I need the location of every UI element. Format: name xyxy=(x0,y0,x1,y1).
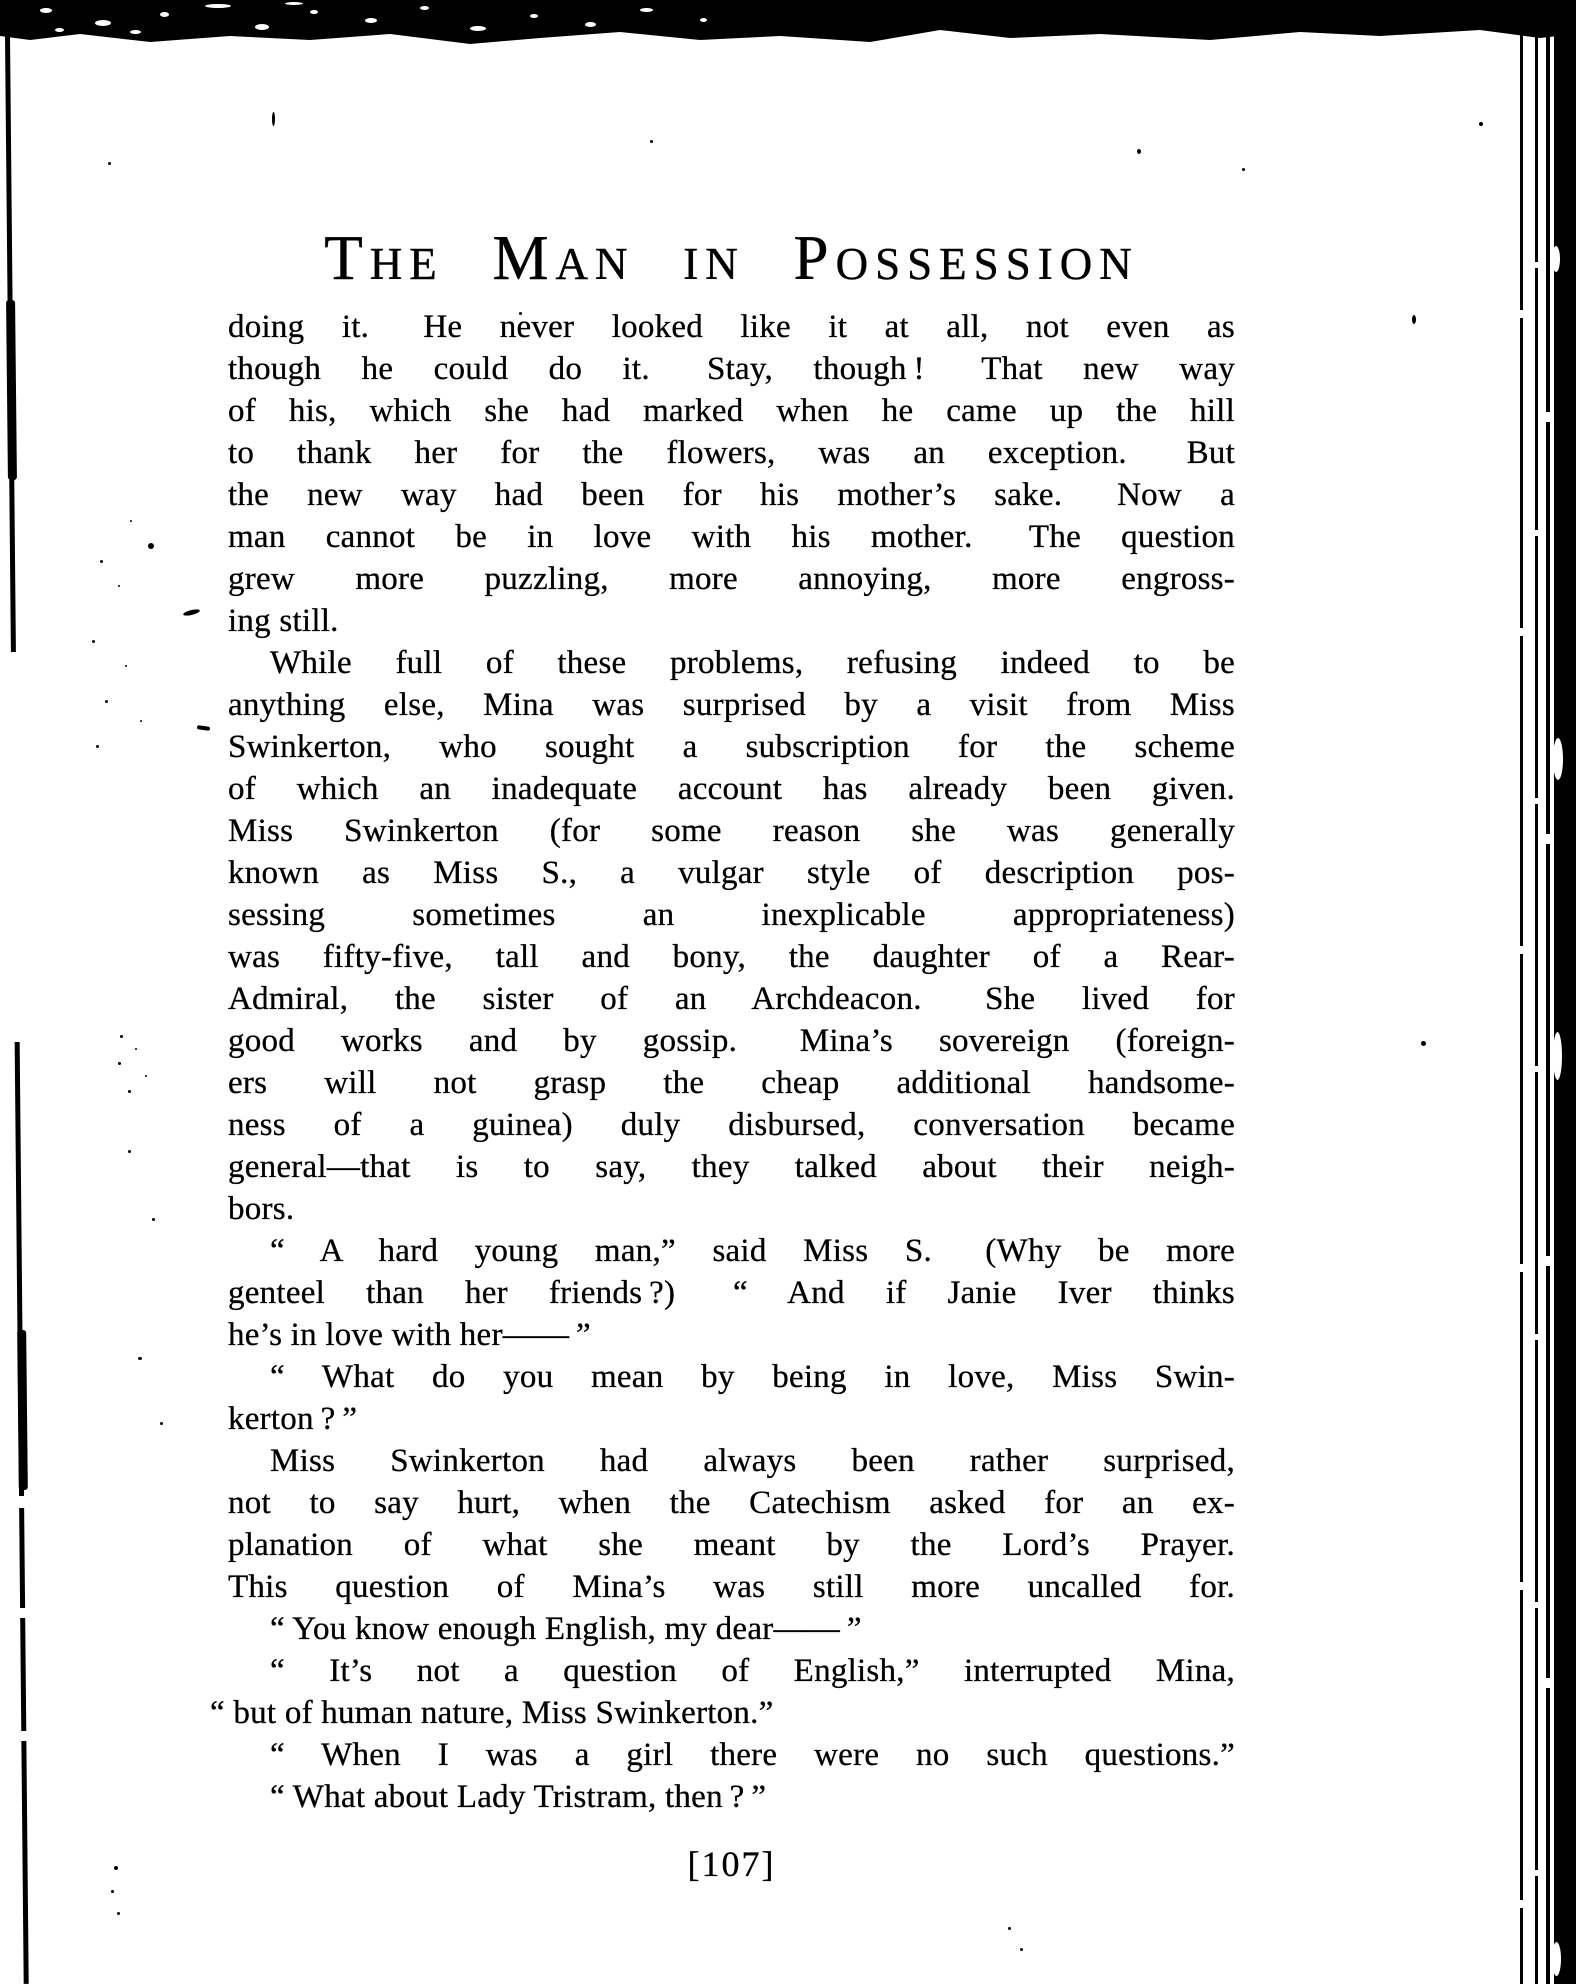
scan-speck xyxy=(111,1890,114,1893)
scan-noise-speck xyxy=(700,18,707,22)
scan-speck xyxy=(125,665,127,667)
scan-speck xyxy=(114,1866,118,1870)
text-line: sessing sometimes an inexplicable appropriateness) xyxy=(228,897,1235,933)
scan-speck xyxy=(100,560,103,563)
scan-speck xyxy=(118,585,120,587)
text-line: “ What about Lady Tristram, then ? ” xyxy=(270,1779,767,1815)
body-text xyxy=(210,306,1235,1818)
running-head: THE MAN IN POSSESSION xyxy=(324,223,1139,293)
scan-gap xyxy=(0,1608,38,1618)
text-line: was fifty-five, tall and bony, the daughter of a Rear- xyxy=(228,939,1235,975)
scan-noise-speck xyxy=(310,10,318,14)
scan-right-line-artifact xyxy=(1520,0,1523,1984)
scan-speck xyxy=(145,1075,147,1077)
scan-left-edge-blob-artifact xyxy=(6,300,17,480)
scan-speck xyxy=(128,1150,131,1153)
text-line: grew more puzzling, more annoying, more engross- xyxy=(228,561,1235,597)
text-line: genteel than her friends ?) “ And if Janie Iver thinks xyxy=(228,1275,1235,1311)
text-line: of his, which she had marked when he came up the hill xyxy=(228,393,1235,429)
text-line: Swinkerton, who sought a subscription for the scheme xyxy=(228,729,1235,765)
scan-speck xyxy=(1412,315,1416,324)
scan-band-notch xyxy=(1553,738,1563,780)
scan-speck xyxy=(118,1062,121,1065)
scan-noise-speck xyxy=(205,4,231,8)
scan-speck xyxy=(1020,1948,1023,1951)
scan-left-edge-blob-artifact xyxy=(17,1330,28,1490)
scan-speck xyxy=(1479,122,1483,126)
scan-noise-speck xyxy=(255,24,269,30)
scan-right-line-artifact xyxy=(1535,0,1538,1984)
text-line: “ A hard young man,” said Miss S. (Why be more xyxy=(270,1233,1235,1269)
scan-noise-speck xyxy=(420,6,429,10)
text-line: good works and by gossip. Mina’s sovereign (foreign- xyxy=(228,1023,1235,1059)
text-line: ers will not grasp the cheap additional handsome- xyxy=(228,1065,1235,1101)
text-line: “ When I was a girl there were no such questions.” xyxy=(270,1737,1235,1773)
scan-band-notch xyxy=(1552,1942,1561,1976)
text-line: “ but of human nature, Miss Swinkerton.” xyxy=(210,1695,774,1731)
text-line: ing still. xyxy=(228,603,339,639)
scan-noise-speck xyxy=(160,12,169,17)
scan-right-line-artifact xyxy=(1546,0,1550,1984)
scan-noise-speck xyxy=(470,26,486,31)
scan-gap xyxy=(0,1496,38,1508)
text-line: ness of a guinea) duly disbursed, conversation became xyxy=(228,1107,1235,1143)
scan-right-band-artifact xyxy=(1554,0,1576,1984)
scan-noise-speck xyxy=(585,22,596,27)
scan-noise-speck xyxy=(40,8,52,13)
text-line: planation of what she meant by the Lord’s Prayer. xyxy=(228,1527,1235,1563)
text-line: “ It’s not a question of English,” interrupted Mina, xyxy=(270,1653,1235,1689)
scan-noise-speck xyxy=(640,8,653,12)
scan-noise-speck xyxy=(285,2,303,5)
text-line: bors. xyxy=(228,1191,295,1227)
text-line: Miss Swinkerton (for some reason she was generally xyxy=(228,813,1235,849)
text-line: the new way had been for his mother’s sake. Now a xyxy=(228,477,1235,513)
scan-speck xyxy=(148,543,154,549)
scan-speck xyxy=(1421,1041,1426,1046)
text-line: man cannot be in love with his mother. The question xyxy=(228,519,1235,555)
text-line: This question of Mina’s was still more uncalled for. xyxy=(228,1569,1235,1605)
scan-speck xyxy=(1008,1927,1011,1930)
text-line: Miss Swinkerton had always been rather surprised, xyxy=(270,1443,1235,1479)
scan-speck xyxy=(92,640,95,643)
text-line: “ What do you mean by being in love, Miss Swin- xyxy=(270,1359,1235,1395)
text-line: though he could do it. Stay, though ! That new way xyxy=(228,351,1235,387)
text-line: “ You know enough English, my dear—— ” xyxy=(270,1611,862,1647)
text-line: doing it. He never looked like it at all, not even as xyxy=(228,309,1235,345)
scan-speck xyxy=(160,1422,163,1425)
text-line: kerton ? ” xyxy=(228,1401,358,1437)
scan-speck-tilde xyxy=(183,608,201,617)
scan-speck xyxy=(108,162,111,165)
scan-speck xyxy=(96,745,99,748)
scan-speck xyxy=(1242,168,1245,171)
scan-speck xyxy=(1137,149,1141,154)
text-line: anything else, Mina was surprised by a visit from Miss xyxy=(228,687,1235,723)
scan-noise-speck xyxy=(130,30,141,34)
scan-speck xyxy=(120,1035,123,1038)
scan-noise-speck xyxy=(530,14,538,18)
scan-speck xyxy=(152,1218,155,1221)
scan-band-notch xyxy=(1552,246,1560,272)
scan-speck xyxy=(138,1357,142,1360)
scan-speck xyxy=(135,1048,137,1050)
page-number: [107] xyxy=(687,1844,776,1884)
scan-gap xyxy=(0,1731,38,1741)
scan-speck xyxy=(272,112,275,126)
scan-speck-dash xyxy=(197,725,210,731)
scan-speck xyxy=(105,700,108,703)
scan-speck xyxy=(128,1090,131,1093)
text-line: Admiral, the sister of an Archdeacon. She lived for xyxy=(228,981,1235,1017)
text-line: known as Miss S., a vulgar style of description pos- xyxy=(228,855,1235,891)
text-line: general—that is to say, they talked about their neigh- xyxy=(228,1149,1235,1185)
scan-speck xyxy=(130,520,132,522)
scan-gap xyxy=(0,652,38,1042)
scan-noise-speck xyxy=(365,18,377,23)
scan-top-bar-artifact xyxy=(0,0,1576,46)
scan-band-notch xyxy=(1553,1032,1562,1080)
text-line: not to say hurt, when the Catechism asked for an ex- xyxy=(228,1485,1235,1521)
text-line: he’s in love with her—— ” xyxy=(228,1317,591,1353)
text-line: to thank her for the flowers, was an exception. But xyxy=(228,435,1235,471)
scan-noise-speck xyxy=(55,28,64,32)
text-line: of which an inadequate account has already been given. xyxy=(228,771,1235,807)
scan-speck xyxy=(650,140,653,143)
scan-noise-speck xyxy=(95,20,111,26)
scan-speck xyxy=(140,720,142,722)
text-line: While full of these problems, refusing indeed to be xyxy=(270,645,1235,681)
scan-speck xyxy=(117,1912,120,1915)
